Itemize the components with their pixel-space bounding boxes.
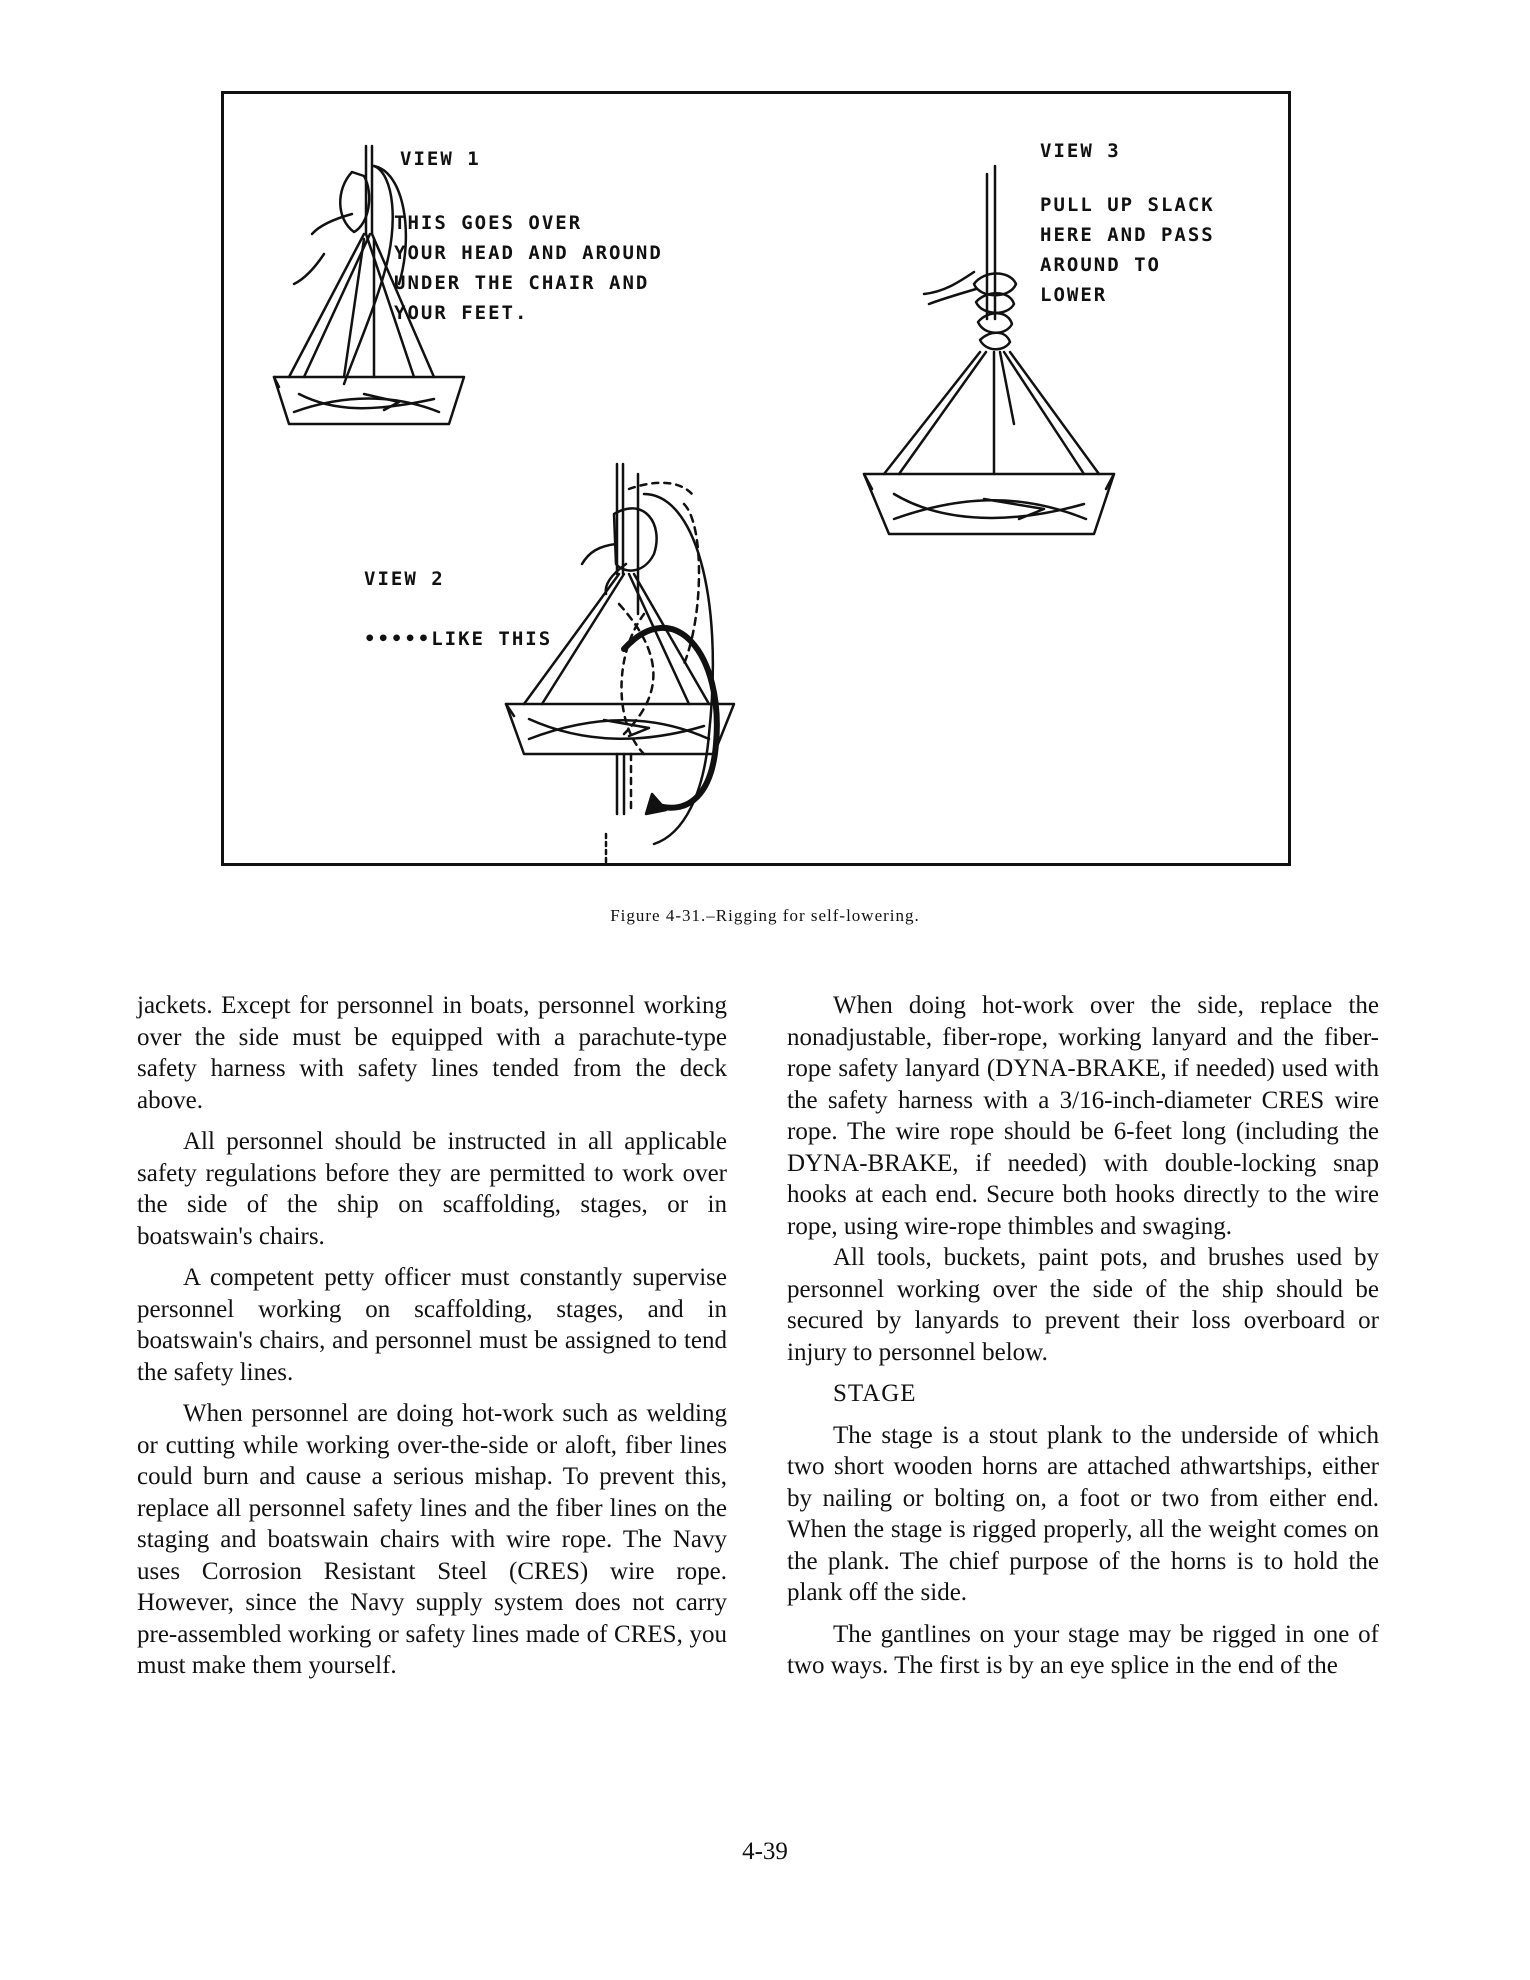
left-column — [137, 990, 727, 1692]
view3-caption-line-1: PULL UP SLACK — [1040, 194, 1215, 216]
paragraph: The gantlines on your stage may be rigged in one of two ways. The first is by an eye splice in the end of the — [787, 1620, 1379, 1679]
view1-caption-line-3: UNDER THE CHAIR AND — [394, 272, 650, 294]
view3-label: VIEW 3 — [1040, 140, 1121, 162]
paragraph: A competent petty officer must constantly supervise personnel working on scaffolding, stages, and in boatswain's chairs, and personnel must be assigned to tend the safety lines. — [137, 1264, 727, 1386]
paragraph: All tools, buckets, paint pots, and brushes used by personnel working over the side of the ship should be secured by lanyards to prevent their loss overboard or injury to personnel below. — [787, 1244, 1379, 1366]
paragraph: The stage is a stout plank to the underside of which two short wooden horns are attached athwartships, either by nailing or bolting on, a foot or two from either end. When the stage is rigged properly, all the weight comes on the plank. The chief purpose of the horns is to hold the plank off the side. — [787, 1421, 1379, 1606]
view3-caption-line-3: AROUND TO — [1040, 254, 1161, 276]
figure-caption: Figure 4-31.–Rigging for self-lowering. — [610, 906, 920, 925]
right-column — [787, 990, 1379, 1692]
view3-caption-line-4: LOWER — [1040, 284, 1108, 306]
paragraph: All personnel should be instructed in all applicable safety regulations before they are permitted to work over the side of the ship on scaffolding, stages, or in boatswain's chairs. — [137, 1128, 727, 1250]
view1-label: VIEW 1 — [400, 148, 481, 170]
view1-caption-line-4: YOUR FEET. — [394, 302, 529, 324]
paragraph: When personnel are doing hot-work such as welding or cutting while working over-the-side or aloft, fiber lines could burn and cause a serious mishap. To prevent this, replace all personnel safety lines and the fiber lines on the staging and boatswain chairs with wire rope. The Navy uses Corrosion Resistant Steel (CRES) wire rope. However, since the Navy supply system does not carry pre-assembled working or safety lines made of CRES, you must make them yourself. — [137, 1400, 727, 1679]
view2-label: VIEW 2 — [364, 568, 445, 590]
view3-caption-line-2: HERE AND PASS — [1040, 224, 1215, 246]
view2-caption: •••••LIKE THIS — [364, 628, 553, 650]
view1-caption-line-1: THIS GOES OVER — [394, 212, 583, 234]
figure-frame — [221, 91, 1291, 866]
view1-caption-line-2: YOUR HEAD AND AROUND — [394, 242, 663, 264]
paragraph: When doing hot-work over the side, replace the nonadjustable, fiber-rope, working lanyard and the fiber-rope safety lanyard (DYNA-BRAKE, if needed) used with the safety harness with a 3/16-inch-diameter CRES wire rope. The wire rope should be 6-feet long (including the DYNA-BRAKE, if needed) with double-locking snap hooks at each end. Secure both hooks directly to the wire rope, using wire-rope thimbles and swaging. — [787, 992, 1379, 1240]
paragraph: jackets. Except for personnel in boats, personnel working over the side must be equipped with a parachute-type safety harness with safety lines tended from the deck above. — [137, 992, 727, 1114]
view2-chair-drawing — [506, 464, 734, 863]
section-heading: STAGE — [833, 1380, 917, 1407]
page-number: 4-39 — [742, 1838, 788, 1865]
